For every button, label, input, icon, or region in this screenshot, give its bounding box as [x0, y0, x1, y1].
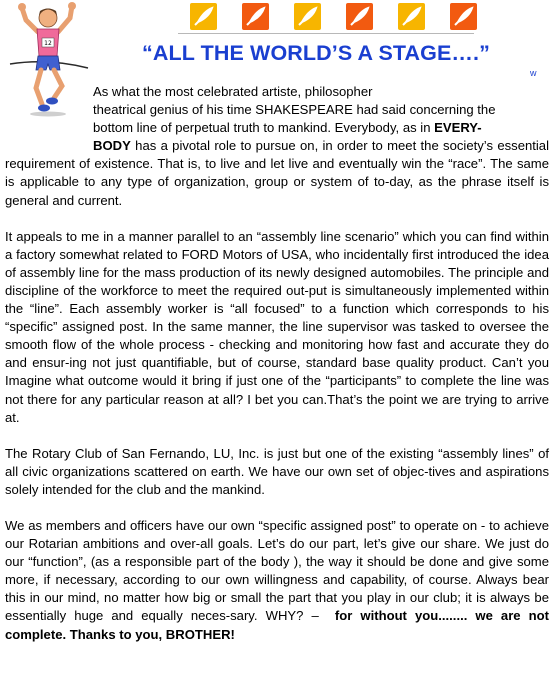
paragraph-1-line-3: bottom line of perpetual truth to mankind. Everybody, as in EVERY- — [93, 120, 482, 136]
page-title: “ALL THE WORLD’S A STAGE….” — [142, 41, 490, 65]
decorative-tile-row — [190, 3, 477, 30]
feather-quill-icon — [190, 3, 217, 30]
feather-quill-icon — [346, 3, 373, 30]
header-rule — [178, 33, 474, 34]
feather-quill-icon — [242, 3, 269, 30]
article-body — [5, 83, 549, 662]
closing-bold-text: for without you........ we are not complete. Thanks to you, BROTHER! — [5, 608, 550, 642]
bold-every: EVERY- — [434, 120, 482, 136]
paragraph-1 — [5, 83, 549, 210]
paragraph-2: It appeals to me in a manner parallel to an “assembly line scenario” which you can find within a factory somewhat related to FORD Motors of USA, who incidentally first introduced the idea of assembly line for the mass production of its newly designed automobiles. The principle and discipline of the workforce to meet the required out-put is simultaneously implemented within the “line”. Each assembly worker is “all focused” to a function which corresponds to his “specific” assigned post. In the same manner, the line supervisor was tasked to oversee the smooth flow of the whole process - checking and monitoring how fast and accurate they do and ensur-ing not just quantifiable, but of course, standard base quality product. Can’t you Imagine what outcome would it bring if just one of the “participants” to complete the line was not there for any particular reason at all? I bet you can.That’s the point we are trying to arrive at. — [5, 228, 549, 425]
svg-text:12: 12 — [44, 40, 52, 47]
title-mark: w — [530, 68, 537, 78]
bold-body: BODY — [93, 138, 131, 154]
feather-quill-icon — [294, 3, 321, 30]
paragraph-3: The Rotary Club of San Fernando, LU, Inc. is just but one of the existing “assembly lines” of all civic organizations scattered on earth. We have our own set of objec-tives and aspirations solely intended for the club and the mankind. — [5, 445, 549, 497]
paragraph-4: We as members and officers have our own “specific assigned post” to operate on - to achieve our Rotarian ambitions and over-all goals. Let’s do our part, let’s give our share. We just do our “function”, (as a responsible part of the body ), the way it should be done and give some more, if necessary, according to our own willingness and capability, of course. Always bear this in our mind, no matter how big or small the part that you play in our club; it is always be essentially huge and equally neces-sary. WHY? – for without you........ we are not complete. Thanks to you, BROTHER! — [5, 517, 550, 642]
paragraph-1-rest: BODY has a pivotal role to pursue on, in order to meet the society’s essential requirement of existence. That is, to live and let live and eventually win the “race”. The same is applicable to any type of organization, group or system of to-day, as the phrase itself is general and current. — [5, 138, 549, 208]
feather-quill-icon — [450, 3, 477, 30]
feather-quill-icon — [398, 3, 425, 30]
paragraph-1-line-1: As what the most celebrated artiste, philosopher — [93, 84, 373, 99]
paragraph-1-line-2: theatrical genius of his time SHAKESPEARE had said concerning the — [93, 102, 496, 118]
